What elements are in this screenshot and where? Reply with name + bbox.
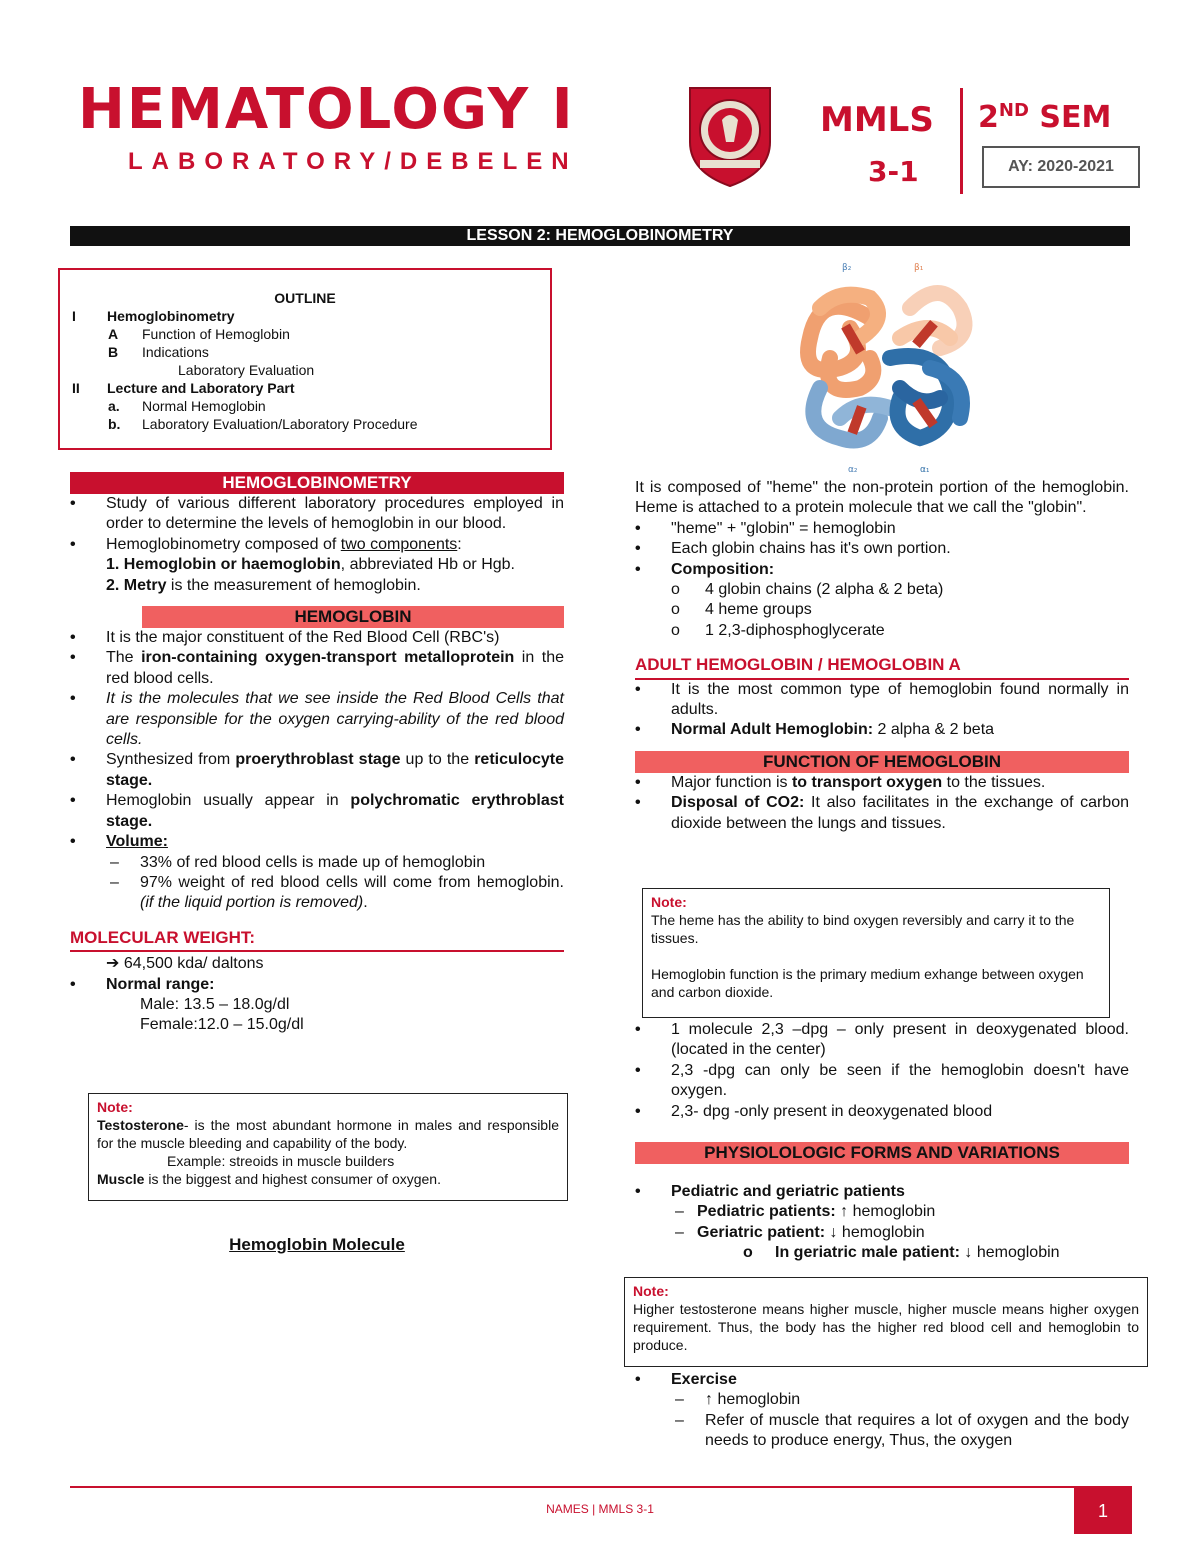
list-item: – 33% of red blood cells is made up of hemoglobin [70,853,564,873]
fig-label-beta2: β₂ [842,263,852,273]
footer-rule [70,1486,1132,1488]
molecular-weight-value: ➔ 64,500 kda/ daltons [106,955,264,973]
lesson-title-bar: LESSON 2: HEMOGLOBINOMETRY [70,226,1130,246]
section-heading-physiologic: PHYSIOLOLOGIC FORMS AND VARIATIONS [635,1142,1129,1164]
list-item: • Study of various different laboratory procedures employed in order to determine the levels of hemoglobin in our blood. [70,494,564,535]
document-subtitle: LABORATORY/DEBELEN [128,148,578,175]
list-item: – 97% weight of red blood cells will come from hemoglobin. (if the liquid portion is removed). [70,873,564,914]
college-seal-logo [680,80,780,190]
section-heading-molecular-weight: MOLECULAR WEIGHT: [70,928,564,952]
list-item: – Geriatric patient: ↓ hemoglobin [635,1223,1129,1243]
list-item: • 2,3- dpg -only present in deoxygenated blood [635,1102,1129,1122]
list-item: – Refer of muscle that requires a lot of oxygen and the body needs to produce energy, Thus, the oxygen [635,1411,1129,1452]
list-item: o 1 2,3-diphosphoglycerate [635,621,1129,641]
list-item: • Normal Adult Hemoglobin: 2 alpha & 2 beta [635,720,1129,740]
list-item: • Major function is to transport oxygen to the tissues. [635,773,1129,793]
fig-label-alpha2: α₂ [848,465,858,475]
paragraph: It is composed of "heme" the non-protein portion of the hemoglobin. Heme is attached to a protein molecule that we call the "globin". [635,479,1129,517]
list-item: • Normal range: [70,975,564,995]
list-item: • Volume: [70,832,564,852]
section-heading-function: FUNCTION OF HEMOGLOBIN [635,751,1129,773]
outline-box: OUTLINE I Hemoglobinometry A Function of Hemoglobin B Indications Laboratory Evaluation II Lecture and Laboratory Part a. Normal Hemoglobin b. Laboratory Evaluation/Laboratory Procedure [58,268,552,450]
page-number: 1 [1074,1488,1132,1534]
hemoglobin-molecule-image [780,258,990,478]
list-item: • Hemoglobinometry composed of two components: 1. Hemoglobin or haemoglobin, abbreviated Hb or Hgb. 2. Metry is the measurement of hemoglobin. [70,535,564,596]
footer-text: NAMES | MMLS 3-1 [546,1502,654,1516]
range-female: Female:12.0 – 15.0g/dl [140,1016,304,1034]
section-label: 3-1 [868,155,919,188]
list-item: • It is the most common type of hemoglobin found normally in adults. [635,680,1129,721]
list-item: • Exercise [635,1370,1129,1390]
note-label: Note: [633,1283,669,1299]
list-item: • "heme" + "globin" = hemoglobin [635,519,1129,539]
right-column-exercise [635,1370,1129,1452]
list-item: o 4 globin chains (2 alpha & 2 beta) [635,580,1129,600]
document-title: HEMATOLOGY I [78,77,575,142]
fig-label-beta1: β₁ [914,263,924,273]
list-item: • Synthesized from proerythroblast stage up to the reticulocyte stage. [70,750,564,791]
academic-year-box: AY: 2020-2021 [982,146,1140,188]
program-label: MMLS [820,100,934,140]
note-label: Note: [651,894,687,910]
note-box-heme: Note: The heme has the ability to bind oxygen reversibly and carry it to the tissues. Hemoglobin function is the primary medium exhange between oxygen and carbon dioxide. [642,888,1110,1018]
note-box-testosterone: Note: Testosterone- is the most abundant hormone in males and responsible for the muscle bleeding and capability of the body. Example: streoids in muscle builders Muscle is the biggest and highest consumer of oxygen. [88,1093,568,1201]
list-item: • Hemoglobin usually appear in polychromatic erythroblast stage. [70,791,564,832]
semester-label: 2ND SEM [978,100,1112,135]
fig-label-alpha1: α₁ [920,465,930,475]
list-item: – Pediatric patients: ↑ hemoglobin [635,1202,1129,1222]
list-item: • 1 molecule 2,3 –dpg – only present in deoxygenated blood. (located in the center) [635,1020,1129,1061]
section-heading-adult-hemoglobin: ADULT HEMOGLOBIN / HEMOGLOBIN A [635,655,1129,679]
list-item: – ↑ hemoglobin [635,1390,1129,1410]
list-item: • Composition: [635,560,1129,580]
list-item: • Disposal of CO2: It also facilitates in the exchange of carbon dioxide between the lungs and tissues. [635,793,1129,834]
note-box-testosterone-muscle: Note: Higher testosterone means higher muscle, higher muscle means higher oxygen requirement. Thus, the body has the higher red blood cell and hemoglobin to produce. [624,1277,1148,1367]
left-column [70,472,564,1036]
outline-heading: OUTLINE [274,290,336,306]
figure-caption: Hemoglobin Molecule [229,1235,405,1254]
list-item: • The iron-containing oxygen-transport metalloprotein in the red blood cells. [70,648,564,689]
note-label: Note: [97,1099,133,1115]
header-divider [960,88,963,194]
section-heading-hemoglobin: HEMOGLOBIN [142,606,564,628]
right-column [635,478,1129,834]
list-item: o 4 heme groups [635,600,1129,620]
list-item: • 2,3 -dpg can only be seen if the hemoglobin doesn't have oxygen. [635,1061,1129,1102]
right-column-lower [635,1020,1129,1264]
list-item: • Pediatric and geriatric patients [635,1182,1129,1202]
list-item: • Each globin chains has it's own portion. [635,539,1129,559]
range-male: Male: 13.5 – 18.0g/dl [140,995,290,1013]
list-item: o In geriatric male patient: ↓ hemoglobin [743,1244,1060,1262]
section-heading-hemoglobinometry: HEMOGLOBINOMETRY [70,472,564,494]
list-item: • It is the major constituent of the Red Blood Cell (RBC's) [70,628,564,648]
list-item: • It is the molecules that we see inside the Red Blood Cells that are responsible for the oxygen carrying-ability of the red blood cells. [70,689,564,750]
